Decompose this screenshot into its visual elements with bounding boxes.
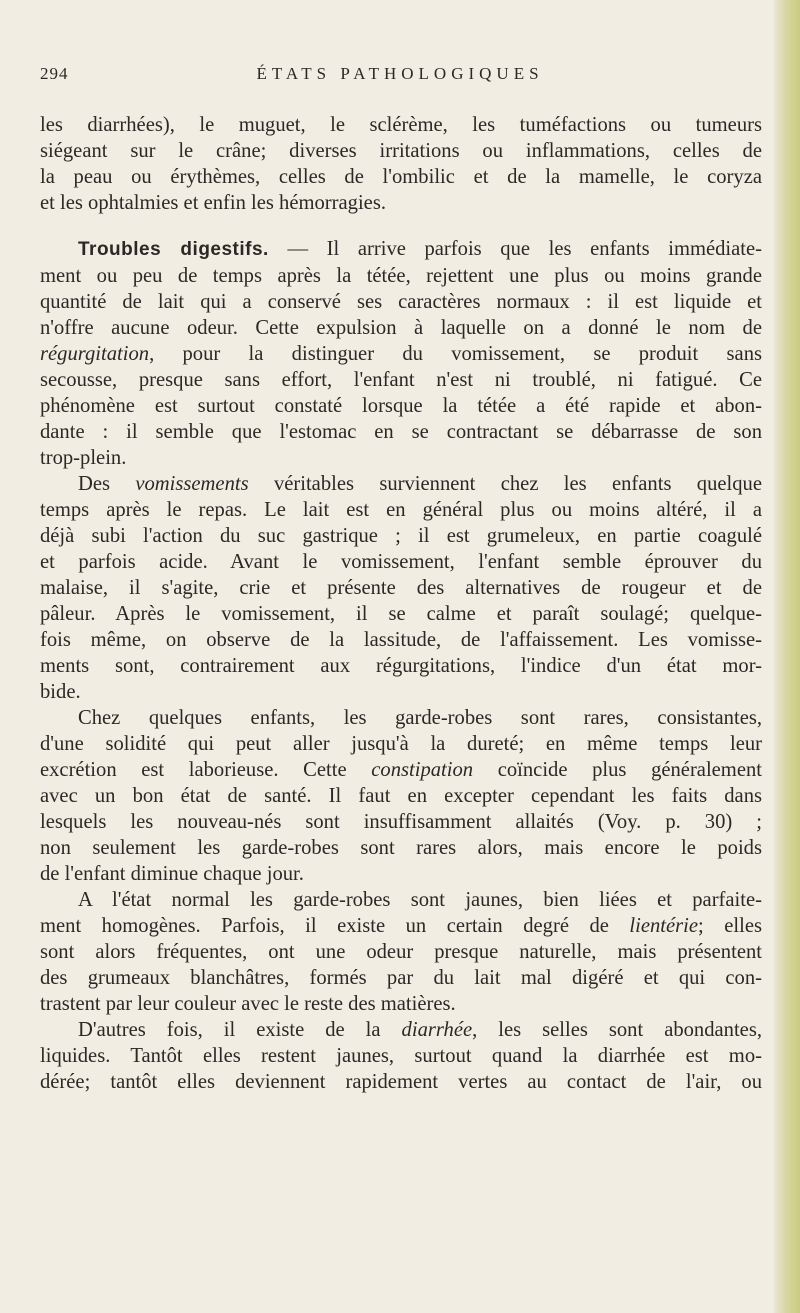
term-diarrhee: diarrhée xyxy=(401,1019,473,1041)
text-line xyxy=(40,341,762,367)
text-line: temps après le repas. Le lait est en général plus ou moins altéré, il a xyxy=(40,499,762,521)
text-line: non seulement les garde-robes sont rares alors, mais encore le poids xyxy=(40,837,762,859)
text-line: n'offre aucune odeur. Cette expulsion à laquelle on a donné le nom de xyxy=(40,317,762,339)
text-line: secousse, presque sans effort, l'enfant n'est ni troublé, ni fatigué. Ce xyxy=(40,369,762,391)
text-line: la peau ou érythèmes, celles de l'ombilic et de la mamelle, le coryza xyxy=(40,166,762,188)
text-line: malaise, il s'agite, crie et présente des alternatives de rougeur et de xyxy=(40,577,762,599)
text-line: quantité de lait qui a conservé ses caractères normaux : il est liquide et xyxy=(40,291,762,313)
term-regurgitation: régurgitation xyxy=(40,343,150,365)
section-first-line xyxy=(40,236,762,263)
text-line: dérée; tantôt elles deviennent rapidement vertes au contact de l'air, ou xyxy=(40,1071,762,1093)
text-line: des grumeaux blanchâtres, formés par du lait mal digéré et qui con- xyxy=(40,967,762,989)
term-constipation: constipation xyxy=(371,759,474,781)
text-span: ment homogènes. Parfois, il existe un certain degré de xyxy=(40,915,630,937)
text-line: fois même, on observe de la lassitude, de l'affaissement. Les vomisse- xyxy=(40,629,762,651)
text-line: et parfois acide. Avant le vomissement, l'enfant semble éprouver du xyxy=(40,551,762,573)
text-line: phénomène est surtout constaté lorsque la tétée a été rapide et abon- xyxy=(40,395,762,417)
section-heading: Troubles digestifs. xyxy=(78,239,269,260)
text-line: sont alors fréquentes, ont une odeur presque naturelle, mais présentent xyxy=(40,941,762,963)
text-line: trastent par leur couleur avec le reste des matières. xyxy=(40,993,456,1015)
text-span: D'autres fois, il existe de la xyxy=(78,1019,402,1041)
running-title: ÉTATS PATHOLOGIQUES xyxy=(256,64,544,83)
text-line: Chez quelques enfants, les garde-robes sont rares, consistantes, xyxy=(78,707,762,729)
text-line xyxy=(40,471,762,497)
text-line: de l'enfant diminue chaque jour. xyxy=(40,863,304,885)
text-span: — Il arrive parfois que les enfants immédiate- xyxy=(268,238,762,260)
text-line: bide. xyxy=(40,681,81,703)
paragraph-gap xyxy=(40,216,762,236)
text-span: , les selles sont abondantes, xyxy=(472,1019,762,1041)
page-edge xyxy=(774,0,800,1313)
text-line: ments sont, contrairement aux régurgitations, l'indice d'un état mor- xyxy=(40,655,762,677)
text-line: les diarrhées), le muguet, le sclérème, les tuméfactions ou tumeurs xyxy=(40,114,762,136)
term-lienterie: lientérie xyxy=(629,915,699,937)
term-vomissements: vomissements xyxy=(135,473,249,495)
text-line xyxy=(40,757,762,783)
text-span: Des xyxy=(78,473,136,495)
text-line: ment ou peu de temps après la tétée, rejettent une plus ou moins grande xyxy=(40,265,762,287)
text-line: et les ophtalmies et enfin les hémorragies. xyxy=(40,192,386,214)
body-text xyxy=(40,112,762,1095)
text-span: , pour la distinguer du vomissement, se produit sans xyxy=(149,343,762,365)
text-line: siégeant sur le crâne; diverses irritations ou inflammations, celles de xyxy=(40,140,762,162)
text-line: lesquels les nouveau-nés sont insuffisamment allaités (Voy. p. 30) ; xyxy=(40,811,762,833)
page-number: 294 xyxy=(40,64,69,83)
page-header xyxy=(40,64,760,90)
text-span: excrétion est laborieuse. Cette xyxy=(40,759,372,781)
text-line: liquides. Tantôt elles restent jaunes, surtout quand la diarrhée est mo- xyxy=(40,1045,762,1067)
text-line: dante : il semble que l'estomac en se contractant se débarrasse de son xyxy=(40,421,762,443)
text-line: pâleur. Après le vomissement, il se calme et paraît soulagé; quelque- xyxy=(40,603,762,625)
text-span: véritables surviennent chez les enfants quelque xyxy=(248,473,762,495)
text-line: déjà subi l'action du suc gastrique ; il est grumeleux, en partie coagulé xyxy=(40,525,762,547)
text-line xyxy=(40,913,762,939)
text-line xyxy=(40,1017,762,1043)
text-line: A l'état normal les garde-robes sont jaunes, bien liées et parfaite- xyxy=(78,889,762,911)
text-span: coïncide plus généralement xyxy=(473,759,762,781)
text-line: trop-plein. xyxy=(40,447,127,469)
text-line: d'une solidité qui peut aller jusqu'à la dureté; en même temps leur xyxy=(40,733,762,755)
text-line: avec un bon état de santé. Il faut en excepter cependant les faits dans xyxy=(40,785,762,807)
text-span: ; elles xyxy=(698,915,762,937)
